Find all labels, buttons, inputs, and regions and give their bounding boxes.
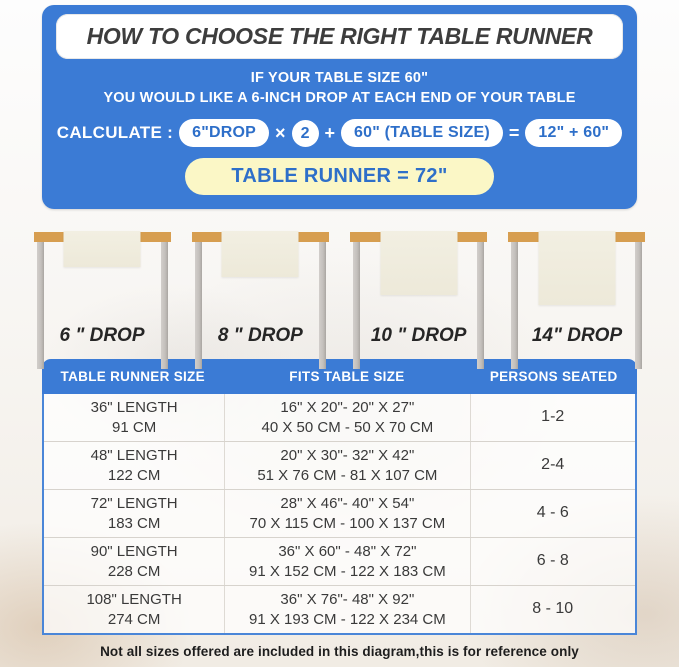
multiplier-badge: 2 — [292, 120, 319, 147]
runner-size-cm: 228 CM — [107, 562, 161, 580]
fits-table-size-cell — [224, 394, 469, 441]
runner-result-pill: TABLE RUNNER = 72" — [185, 158, 493, 195]
subtitle — [56, 68, 623, 108]
fits-size-cm: 70 X 115 CM - 100 X 137 CM — [249, 514, 446, 532]
table-row — [44, 489, 635, 537]
table-leg — [161, 242, 168, 369]
table-leg — [511, 242, 518, 369]
runner-size-cm: 274 CM — [107, 610, 161, 628]
runner-size-inches: 90" LENGTH — [90, 543, 178, 560]
table-runner-drape — [538, 231, 615, 305]
subtitle-line-1: IF YOUR TABLE SIZE 60" — [250, 70, 429, 86]
drop-illustrations — [34, 209, 646, 355]
illustration-14-inch-drop — [508, 231, 645, 355]
illustration-6-inch-drop — [34, 231, 171, 355]
runner-size-cell — [44, 490, 224, 537]
runner-size-inches: 48" LENGTH — [90, 447, 178, 464]
calculation-formula — [56, 119, 623, 147]
equals-sign: = — [508, 122, 520, 143]
fits-size-inches: 16" X 20"- 20" X 27" — [280, 399, 415, 416]
persons-seated-cell: 2-4 — [470, 442, 635, 489]
table-body — [42, 394, 637, 635]
fits-size-inches: 20" X 30"- 32" X 42" — [280, 447, 415, 464]
size-reference-table — [42, 359, 637, 635]
runner-size-cm: 183 CM — [107, 514, 161, 532]
runner-size-inches: 72" LENGTH — [90, 495, 178, 512]
column-header-persons-seated: PERSONS SEATED — [489, 369, 618, 384]
table-runner-drape — [380, 231, 457, 295]
runner-size-inches: 108" LENGTH — [86, 591, 182, 608]
table-row — [44, 585, 635, 633]
fits-table-size-cell — [224, 586, 469, 633]
table-row — [44, 394, 635, 441]
fits-table-size-cell — [224, 538, 469, 585]
subtitle-line-2: YOU WOULD LIKE A 6-INCH DROP AT EACH END OF YOUR TABLE — [103, 90, 576, 106]
persons-seated-cell: 8 - 10 — [470, 586, 635, 633]
title-box — [56, 14, 623, 59]
runner-size-inches: 36" LENGTH — [90, 399, 178, 416]
table-leg — [635, 242, 642, 369]
drop-label: 10 " DROP — [370, 325, 467, 346]
column-header-runner-size: TABLE RUNNER SIZE — [60, 369, 205, 384]
illustration-8-inch-drop — [192, 231, 329, 355]
page-title: HOW TO CHOOSE THE RIGHT TABLE RUNNER — [86, 23, 593, 49]
runner-size-cell — [44, 586, 224, 633]
fits-size-inches: 36" X 76"- 48" X 92" — [280, 591, 415, 608]
column-header-fits-table-size: FITS TABLE SIZE — [289, 369, 405, 384]
runner-size-cell — [44, 442, 224, 489]
runner-size-cell — [44, 538, 224, 585]
persons-seated-cell: 6 - 8 — [470, 538, 635, 585]
fits-table-size-cell — [224, 490, 469, 537]
table-leg — [37, 242, 44, 369]
persons-seated-cell: 4 - 6 — [470, 490, 635, 537]
drop-value-pill: 6"DROP — [179, 119, 269, 147]
header-panel — [42, 5, 637, 209]
runner-size-cm: 122 CM — [107, 466, 161, 484]
fits-size-cm: 91 X 193 CM - 122 X 234 CM — [248, 610, 446, 628]
plus-sign: + — [324, 122, 336, 143]
table-leg — [353, 242, 360, 369]
table-size-pill: 60" (TABLE SIZE) — [341, 119, 503, 147]
fits-size-cm: 51 X 76 CM - 81 X 107 CM — [257, 466, 438, 484]
fits-size-cm: 40 X 50 CM - 50 X 70 CM — [261, 418, 434, 436]
table-runner-drape — [222, 231, 299, 277]
reference-footnote: Not all sizes offered are included in this diagram,this is for reference only — [100, 644, 579, 659]
table-leg — [319, 242, 326, 369]
fits-size-inches: 36" X 60" - 48" X 72" — [278, 543, 417, 560]
illustration-10-inch-drop — [350, 231, 487, 355]
table-row — [44, 441, 635, 489]
runner-size-cm: 91 CM — [112, 418, 157, 436]
table-leg — [195, 242, 202, 369]
table-header-row — [42, 359, 637, 394]
table-runner-drape — [64, 231, 141, 267]
drop-label: 8 " DROP — [217, 325, 303, 346]
persons-seated-cell: 1-2 — [470, 394, 635, 441]
drop-label: 14" DROP — [531, 325, 623, 346]
table-leg — [477, 242, 484, 369]
multiply-sign: × — [275, 122, 286, 143]
fits-size-inches: 28" X 46"- 40" X 54" — [280, 495, 415, 512]
drop-label: 6 " DROP — [59, 325, 145, 346]
runner-size-cell — [44, 394, 224, 441]
fits-size-cm: 91 X 152 CM - 122 X 183 CM — [248, 562, 446, 580]
table-row — [44, 537, 635, 585]
fits-table-size-cell — [224, 442, 469, 489]
calculate-label: CALCULATE : — [56, 123, 174, 142]
sum-pill: 12" + 60" — [525, 119, 622, 147]
